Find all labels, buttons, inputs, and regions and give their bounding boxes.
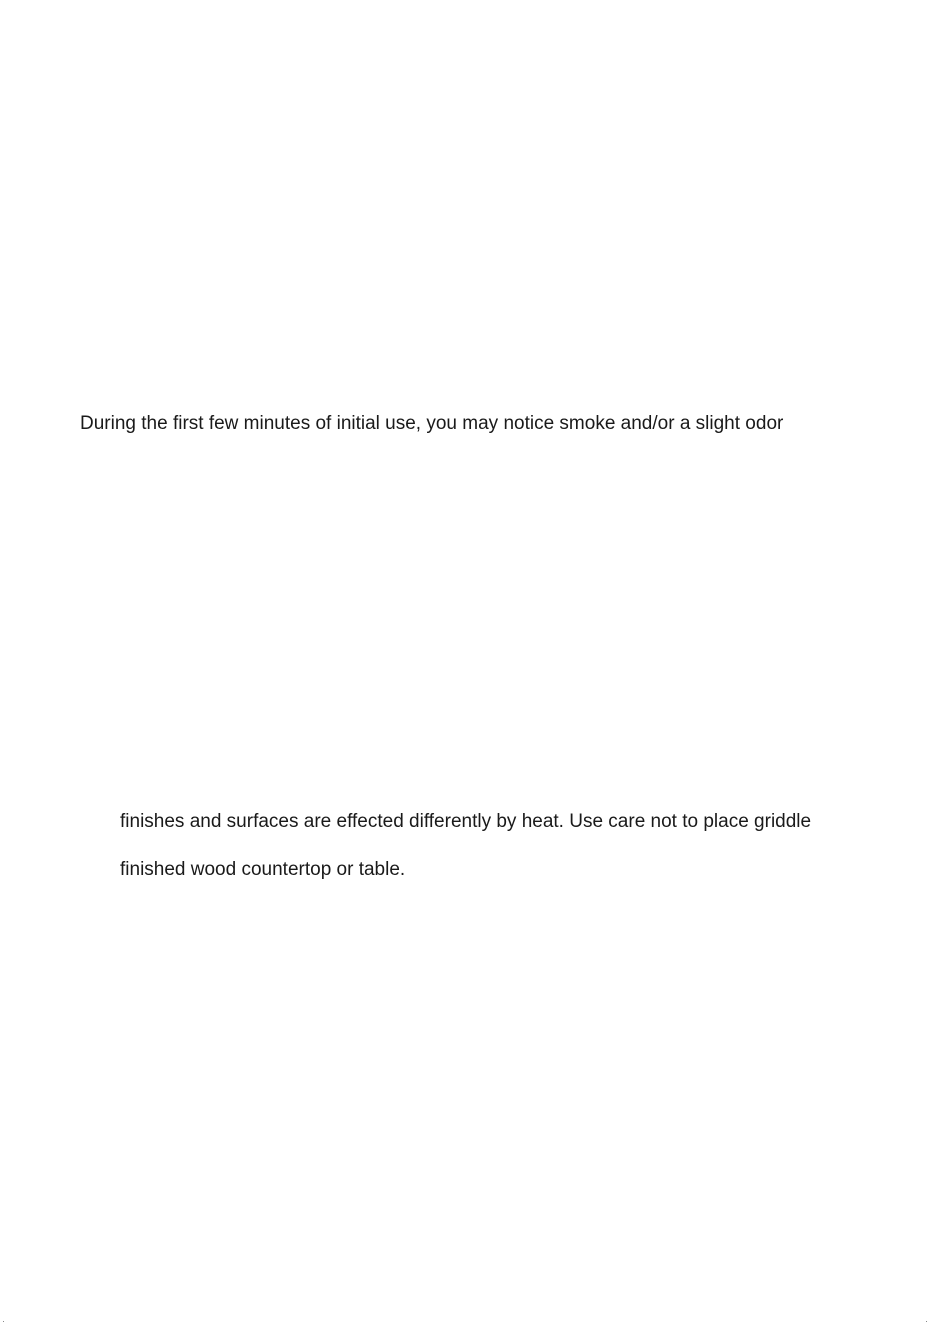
- scan-artifact-dot: [926, 1321, 927, 1322]
- scan-artifact-dot: [3, 1321, 4, 1322]
- initial-use-smoke-notice: During the first few minutes of initial use, you may notice smoke and/or a slight odor: [80, 413, 784, 434]
- surface-heat-caution-line-1: finishes and surfaces are effected differently by heat. Use care not to place griddle: [120, 811, 812, 832]
- surface-heat-caution-line-2: finished wood countertop or table.: [120, 859, 406, 880]
